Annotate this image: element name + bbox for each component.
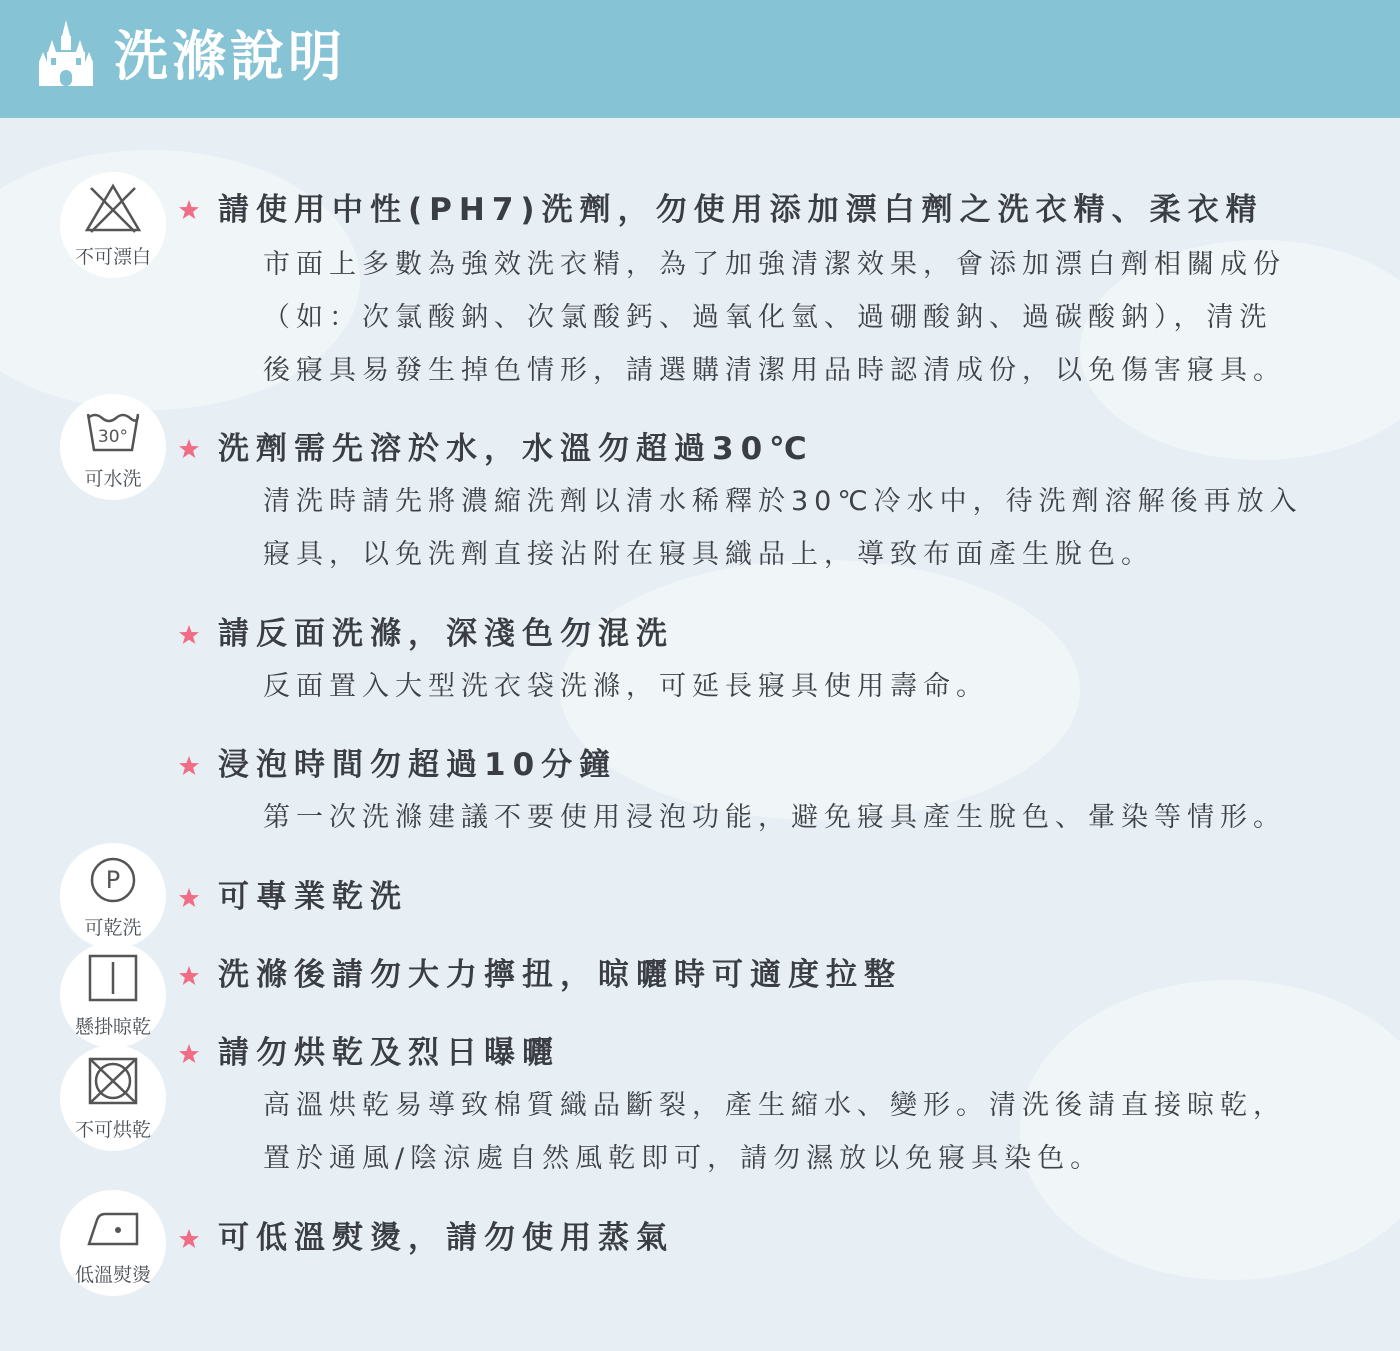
section-heading: 可專業乾洗 [218,879,408,915]
section-text-line: 第一次洗滌建議不要使用浸泡功能，避免寢具產生脫色、暈染等情形。 [263,802,1286,833]
icon-label: 可水洗 [84,468,142,490]
background-decoration [1020,980,1400,1280]
care-icon-no-bleach [60,172,166,278]
hang-dry-icon [85,952,141,1004]
section-text-line: 後寢具易發生掉色情形，請選購清潔用品時認清成份，以免傷害寢具。 [263,355,1286,386]
section-heading: 洗滌後請勿大力擰扭，晾曬時可適度拉整 [218,957,902,993]
section-heading: 請反面洗滌，深淺色勿混洗 [218,616,674,652]
section-text-line: 高溫烘乾易導致棉質織品斷裂，產生縮水、變形。清洗後請直接晾乾， [263,1090,1286,1121]
icon-label: 不可烘乾 [74,1119,151,1141]
section-text-line: 反面置入大型洗衣袋洗滌，可延長寢具使用壽命。 [263,671,989,702]
no-tumble-dry-icon [85,1055,141,1107]
star-bullet-icon [178,1043,200,1065]
section-text-line: 市面上多數為強效洗衣精，為了加強清潔效果，會添加漂白劑相關成份 [263,249,1286,280]
section-text-line: 寢具，以免洗劑直接沾附在寢具織品上，導致布面產生脫色。 [263,539,1154,570]
star-bullet-icon [178,887,200,909]
section-text-line: 清洗時請先將濃縮洗劑以清水稀釋於30℃冷水中，待洗劑溶解後再放入 [263,486,1303,517]
care-icon-wash [60,394,166,500]
star-bullet-icon [178,199,200,221]
section-heading: 浸泡時間勿超過10分鐘 [218,747,618,783]
header-bar [0,0,1400,118]
care-icon-low-iron [60,1190,166,1296]
icon-label: 低溫熨燙 [74,1264,151,1286]
care-icon-no-tumble-dry [60,1045,166,1151]
care-icon-dry-clean [60,843,166,949]
page-title: 洗滌說明 [114,25,346,88]
star-bullet-icon [178,965,200,987]
star-bullet-icon [178,438,200,460]
icon-label: 懸掛晾乾 [74,1016,151,1038]
icon-label: 不可漂白 [74,246,151,268]
icon-label: 可乾洗 [84,917,142,939]
section-text-line: （如：次氯酸鈉、次氯酸鈣、過氧化氫、過硼酸鈉、過碳酸鈉），清洗 [263,302,1273,333]
dry-clean-p-icon [85,853,141,905]
no-bleach-icon [85,182,141,234]
care-icon-hang-dry [60,942,166,1048]
section-heading: 可低溫熨燙，請勿使用蒸氣 [218,1220,674,1256]
castle-icon [38,18,94,90]
section-text-line: 置於通風/陰涼處自然風乾即可，請勿濕放以免寢具染色。 [263,1143,1104,1174]
section-heading: 洗劑需先溶於水，水溫勿超過30℃ [218,431,814,467]
section-heading: 請勿烘乾及烈日曝曬 [218,1035,560,1071]
wash-temperature: 30° [97,427,129,447]
star-bullet-icon [178,755,200,777]
dry-clean-symbol: P [105,866,121,894]
star-bullet-icon [178,1228,200,1250]
low-iron-icon [85,1200,141,1252]
section-heading: 請使用中性(PH7)洗劑，勿使用添加漂白劑之洗衣精、柔衣精 [218,192,1264,228]
star-bullet-icon [178,624,200,646]
wash-30-icon [85,404,141,456]
